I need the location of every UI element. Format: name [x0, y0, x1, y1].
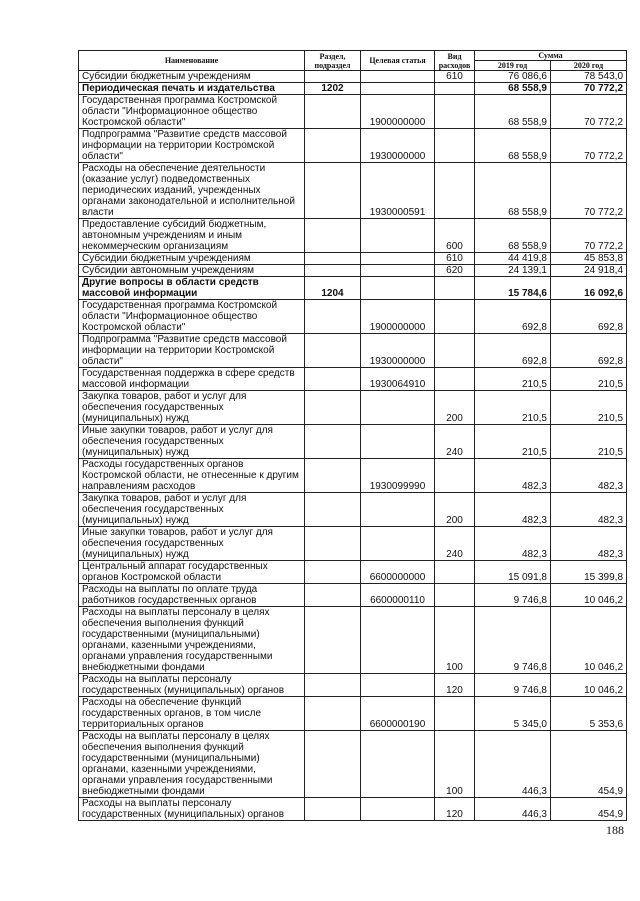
- section-cell: [305, 129, 361, 163]
- table-row: [79, 674, 627, 697]
- sum-2019-cell: 482,3: [475, 493, 551, 527]
- name-cell: Субсидии бюджетным учреждениям: [79, 253, 305, 265]
- kind-cell: 100: [435, 731, 475, 798]
- target-cell: [361, 253, 435, 265]
- header-section: Раздел, подраздел: [305, 51, 361, 71]
- sum-2020-cell: 454,9: [551, 731, 627, 798]
- name-cell: Расходы на выплаты персоналу государственных (муниципальных) органов: [79, 798, 305, 821]
- target-cell: 1930099990: [361, 459, 435, 493]
- target-cell: [361, 391, 435, 425]
- sum-2019-cell: 68 558,9: [475, 219, 551, 253]
- kind-cell: [435, 277, 475, 300]
- kind-cell: [435, 163, 475, 219]
- section-cell: [305, 674, 361, 697]
- section-cell: [305, 368, 361, 391]
- target-cell: [361, 83, 435, 95]
- table-row: [79, 163, 627, 219]
- target-cell: 1900000000: [361, 95, 435, 129]
- table-row: [79, 561, 627, 584]
- section-cell: [305, 731, 361, 798]
- sum-2020-cell: 10 046,2: [551, 674, 627, 697]
- section-cell: [305, 95, 361, 129]
- section-cell: [305, 527, 361, 561]
- kind-cell: [435, 129, 475, 163]
- table-row: [79, 584, 627, 607]
- header-year-2019: 2019 год: [475, 61, 551, 71]
- sum-2020-cell: 70 772,2: [551, 95, 627, 129]
- sum-2019-cell: 692,8: [475, 300, 551, 334]
- table-row: [79, 71, 627, 83]
- name-cell: Закупка товаров, работ и услуг для обеспечения государственных (муниципальных) нужд: [79, 493, 305, 527]
- name-cell: Субсидии бюджетным учреждениям: [79, 71, 305, 83]
- target-cell: [361, 219, 435, 253]
- table-row: [79, 425, 627, 459]
- sum-2019-cell: 482,3: [475, 459, 551, 493]
- target-cell: 6600000190: [361, 697, 435, 731]
- sum-2019-cell: 446,3: [475, 798, 551, 821]
- kind-cell: 240: [435, 425, 475, 459]
- table-row: [79, 731, 627, 798]
- sum-2019-cell: 210,5: [475, 425, 551, 459]
- table-row: [79, 697, 627, 731]
- name-cell: Государственная программа Костромской области "Информационное общество Костромской области": [79, 95, 305, 129]
- section-cell: [305, 584, 361, 607]
- kind-cell: [435, 368, 475, 391]
- table-row: [79, 300, 627, 334]
- kind-cell: [435, 697, 475, 731]
- sum-2020-cell: 78 543,0: [551, 71, 627, 83]
- section-cell: [305, 334, 361, 368]
- sum-2019-cell: 9 746,8: [475, 674, 551, 697]
- kind-cell: 610: [435, 71, 475, 83]
- target-cell: [361, 425, 435, 459]
- sum-2019-cell: 692,8: [475, 334, 551, 368]
- sum-2020-cell: 70 772,2: [551, 163, 627, 219]
- sum-2019-cell: 68 558,9: [475, 163, 551, 219]
- sum-2019-cell: 68 558,9: [475, 95, 551, 129]
- target-cell: [361, 493, 435, 527]
- section-cell: [305, 163, 361, 219]
- name-cell: Расходы на обеспечение деятельности (оказание услуг) подведомственных периодических изданий, учрежденных органами законодательной и исполнительной власти: [79, 163, 305, 219]
- sum-2020-cell: 16 092,6: [551, 277, 627, 300]
- kind-cell: [435, 95, 475, 129]
- table-row: [79, 391, 627, 425]
- kind-cell: 200: [435, 493, 475, 527]
- sum-2020-cell: 70 772,2: [551, 129, 627, 163]
- sum-2020-cell: 210,5: [551, 425, 627, 459]
- section-cell: [305, 391, 361, 425]
- target-cell: [361, 71, 435, 83]
- section-cell: [305, 561, 361, 584]
- name-cell: Государственная программа Костромской области "Информационное общество Костромской области": [79, 300, 305, 334]
- table-row: [79, 265, 627, 277]
- section-cell: [305, 219, 361, 253]
- kind-cell: 200: [435, 391, 475, 425]
- header-year-2020: 2020 год: [551, 61, 627, 71]
- sum-2019-cell: 76 086,6: [475, 71, 551, 83]
- name-cell: Расходы на выплаты по оплате труда работников государственных органов: [79, 584, 305, 607]
- kind-cell: [435, 584, 475, 607]
- kind-cell: [435, 83, 475, 95]
- sum-2020-cell: 10 046,2: [551, 607, 627, 674]
- kind-cell: 120: [435, 674, 475, 697]
- section-cell: [305, 253, 361, 265]
- kind-cell: 120: [435, 798, 475, 821]
- sum-2020-cell: 210,5: [551, 391, 627, 425]
- table-row: [79, 368, 627, 391]
- kind-cell: 240: [435, 527, 475, 561]
- name-cell: Центральный аппарат государственных органов Костромской области: [79, 561, 305, 584]
- target-cell: 6600000000: [361, 561, 435, 584]
- sum-2019-cell: 9 746,8: [475, 607, 551, 674]
- sum-2019-cell: 210,5: [475, 391, 551, 425]
- name-cell: Государственная поддержка в сфере средств массовой информации: [79, 368, 305, 391]
- budget-table: [78, 50, 627, 821]
- header-row-top: [79, 51, 627, 61]
- header-kind: Вид расходов: [435, 51, 475, 71]
- target-cell: [361, 265, 435, 277]
- name-cell: Расходы государственных органов Костромской области, не отнесенные к другим направлениям расходов: [79, 459, 305, 493]
- budget-table-sheet: [78, 50, 626, 821]
- table-row: [79, 607, 627, 674]
- name-cell: Подпрограмма "Развитие средств массовой информации на территории Костромской области": [79, 334, 305, 368]
- target-cell: 1930000000: [361, 334, 435, 368]
- name-cell: Иные закупки товаров, работ и услуг для обеспечения государственных (муниципальных) нужд: [79, 527, 305, 561]
- name-cell: Расходы на выплаты персоналу в целях обеспечения выполнения функций государственными (муниципальными) органами, казенными учреждениями, органами управления государственными внебюджетными фондами: [79, 731, 305, 798]
- section-cell: [305, 697, 361, 731]
- table-row: [79, 527, 627, 561]
- sum-2019-cell: 68 558,9: [475, 129, 551, 163]
- name-cell: Закупка товаров, работ и услуг для обеспечения государственных (муниципальных) нужд: [79, 391, 305, 425]
- header-sum: Сумма: [475, 51, 627, 61]
- name-cell: Расходы на выплаты персоналу в целях обеспечения выполнения функций государственными (муниципальными) органами, казенными учреждениями, органами управления государственными внебюджетными фондами: [79, 607, 305, 674]
- table-row: [79, 129, 627, 163]
- name-cell: Другие вопросы в области средств массовой информации: [79, 277, 305, 300]
- table-row: [79, 334, 627, 368]
- name-cell: Субсидии автономным учреждениям: [79, 265, 305, 277]
- name-cell: Периодическая печать и издательства: [79, 83, 305, 95]
- table-row: [79, 95, 627, 129]
- kind-cell: 620: [435, 265, 475, 277]
- target-cell: [361, 674, 435, 697]
- sum-2019-cell: 210,5: [475, 368, 551, 391]
- sum-2019-cell: 24 139,1: [475, 265, 551, 277]
- name-cell: Иные закупки товаров, работ и услуг для обеспечения государственных (муниципальных) нужд: [79, 425, 305, 459]
- sum-2020-cell: 482,3: [551, 527, 627, 561]
- kind-cell: 100: [435, 607, 475, 674]
- sum-2020-cell: 45 853,8: [551, 253, 627, 265]
- sum-2019-cell: 15 091,8: [475, 561, 551, 584]
- kind-cell: 610: [435, 253, 475, 265]
- table-row: [79, 83, 627, 95]
- sum-2020-cell: 70 772,2: [551, 83, 627, 95]
- kind-cell: 600: [435, 219, 475, 253]
- sum-2020-cell: 5 353,6: [551, 697, 627, 731]
- sum-2020-cell: 24 918,4: [551, 265, 627, 277]
- name-cell: Расходы на выплаты персоналу государственных (муниципальных) органов: [79, 674, 305, 697]
- section-cell: [305, 798, 361, 821]
- sum-2019-cell: 68 558,9: [475, 83, 551, 95]
- table-row: [79, 219, 627, 253]
- section-cell: [305, 265, 361, 277]
- sum-2020-cell: 210,5: [551, 368, 627, 391]
- target-cell: [361, 527, 435, 561]
- header-name: Наименование: [79, 51, 305, 71]
- sum-2020-cell: 10 046,2: [551, 584, 627, 607]
- section-cell: 1202: [305, 83, 361, 95]
- table-row: [79, 459, 627, 493]
- table-row: [79, 798, 627, 821]
- section-cell: [305, 71, 361, 83]
- section-cell: [305, 425, 361, 459]
- table-row: [79, 493, 627, 527]
- target-cell: [361, 798, 435, 821]
- target-cell: 1930064910: [361, 368, 435, 391]
- target-cell: [361, 277, 435, 300]
- target-cell: 1930000591: [361, 163, 435, 219]
- sum-2019-cell: 9 746,8: [475, 584, 551, 607]
- kind-cell: [435, 459, 475, 493]
- target-cell: 1930000000: [361, 129, 435, 163]
- header-target: Целевая статья: [361, 51, 435, 71]
- kind-cell: [435, 334, 475, 368]
- sum-2020-cell: 70 772,2: [551, 219, 627, 253]
- sum-2020-cell: 454,9: [551, 798, 627, 821]
- sum-2019-cell: 44 419,8: [475, 253, 551, 265]
- target-cell: 1900000000: [361, 300, 435, 334]
- sum-2020-cell: 15 399,8: [551, 561, 627, 584]
- sum-2020-cell: 692,8: [551, 334, 627, 368]
- section-cell: 1204: [305, 277, 361, 300]
- sum-2019-cell: 5 345,0: [475, 697, 551, 731]
- sum-2020-cell: 482,3: [551, 459, 627, 493]
- kind-cell: [435, 561, 475, 584]
- name-cell: Подпрограмма "Развитие средств массовой информации на территории Костромской области": [79, 129, 305, 163]
- sum-2020-cell: 482,3: [551, 493, 627, 527]
- sum-2020-cell: 692,8: [551, 300, 627, 334]
- sum-2019-cell: 482,3: [475, 527, 551, 561]
- section-cell: [305, 493, 361, 527]
- page-number: 188: [606, 823, 624, 837]
- section-cell: [305, 300, 361, 334]
- section-cell: [305, 607, 361, 674]
- name-cell: Расходы на обеспечение функций государственных органов, в том числе территориальных органов: [79, 697, 305, 731]
- table-row: [79, 253, 627, 265]
- section-cell: [305, 459, 361, 493]
- kind-cell: [435, 300, 475, 334]
- table-row: [79, 277, 627, 300]
- target-cell: [361, 607, 435, 674]
- target-cell: [361, 731, 435, 798]
- table-body: [79, 71, 627, 821]
- target-cell: 6600000110: [361, 584, 435, 607]
- sum-2019-cell: 446,3: [475, 731, 551, 798]
- name-cell: Предоставление субсидий бюджетным, автономным учреждениям и иным некоммерческим организациям: [79, 219, 305, 253]
- sum-2019-cell: 15 784,6: [475, 277, 551, 300]
